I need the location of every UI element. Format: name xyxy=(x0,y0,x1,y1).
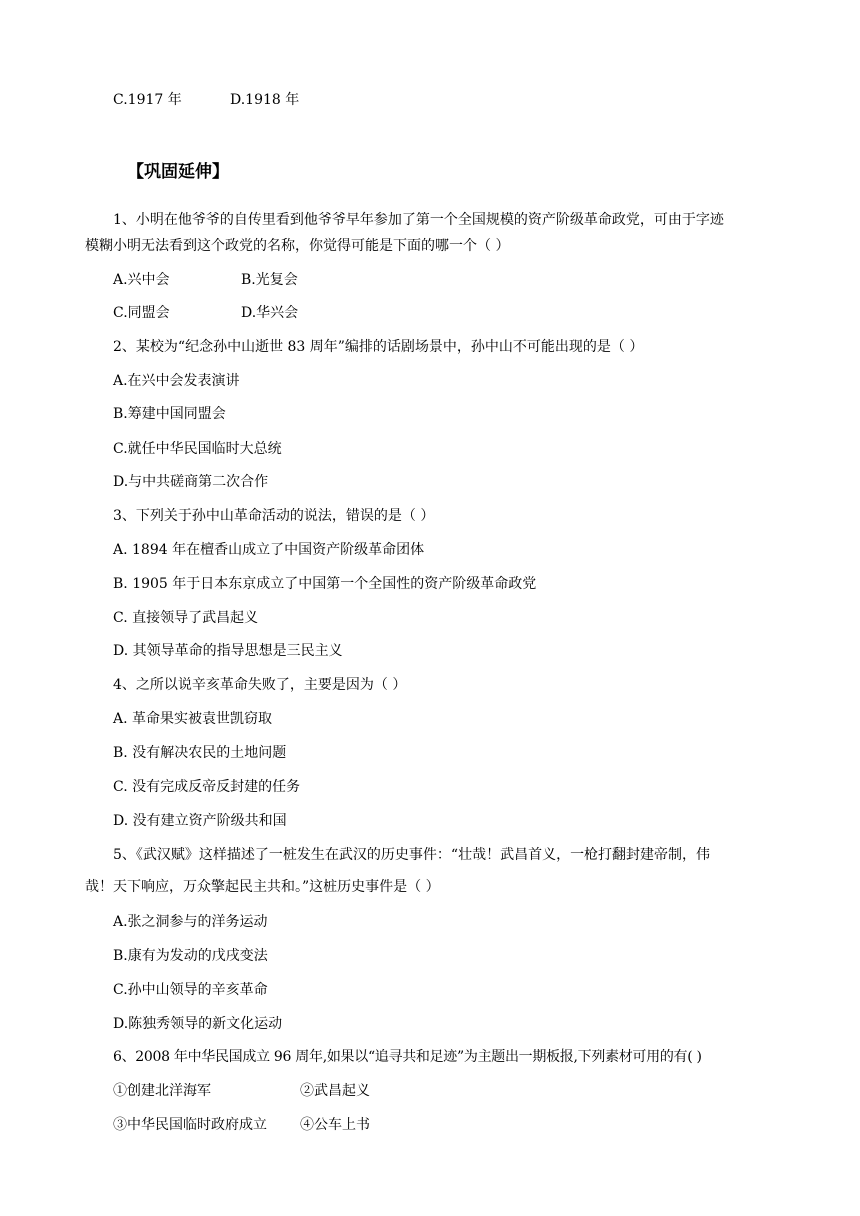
q2-option-b: B.筹建中国同盟会 xyxy=(113,406,226,422)
q1-option-c: C.同盟会 xyxy=(113,305,170,321)
q1-option-b: B.光复会 xyxy=(241,272,298,288)
q5-option-a: A.张之洞参与的洋务运动 xyxy=(113,914,268,930)
option-c: C.1917 年 xyxy=(113,92,182,108)
q6-option-4: ④公车上书 xyxy=(300,1117,370,1133)
q6-option-2: ②武昌起义 xyxy=(300,1083,370,1099)
q1-stem-line1: 1、小明在他爷爷的自传里看到他爷爷早年参加了第一个全国规模的资产阶级革命政党，可由于字迹 xyxy=(113,212,724,228)
q4-option-c: C. 没有完成反帝反封建的任务 xyxy=(113,779,301,795)
q6-option-3: ③中华民国临时政府成立 xyxy=(113,1117,267,1133)
q5-option-d: D.陈独秀领导的新文化运动 xyxy=(113,1016,283,1032)
q1-option-a: A.兴中会 xyxy=(113,272,170,288)
q2-option-c: C.就任中华民国临时大总统 xyxy=(113,441,282,457)
section-title: 【巩固延伸】 xyxy=(127,162,229,182)
options-row-cd-top xyxy=(113,90,299,110)
q3-option-d: D. 其领导革命的指导思想是三民主义 xyxy=(113,643,343,659)
q3-option-b: B. 1905 年于日本东京成立了中国第一个全国性的资产阶级革命政党 xyxy=(113,576,537,592)
q5-option-c: C.孙中山领导的辛亥革命 xyxy=(113,982,268,998)
q2-stem: 2、某校为“纪念孙中山逝世 83 周年”编排的话剧场景中，孙中山不可能出现的是（ ） xyxy=(113,339,644,355)
q3-option-c: C. 直接领导了武昌起义 xyxy=(113,610,259,626)
q5-option-b: B.康有为发动的戊戌变法 xyxy=(113,948,268,964)
q1-options-cd xyxy=(113,303,298,323)
q5-stem-line2: 哉！天下响应，万众擎起民主共和。”这桩历史事件是（ ） xyxy=(85,879,440,895)
q2-option-a: A.在兴中会发表演讲 xyxy=(113,373,240,389)
q3-option-a: A. 1894 年在檀香山成立了中国资产阶级革命团体 xyxy=(113,542,425,558)
q4-stem: 4、之所以说辛亥革命失败了，主要是因为（ ） xyxy=(113,677,407,693)
option-d: D.1918 年 xyxy=(230,92,300,108)
q6-options-34 xyxy=(113,1115,370,1135)
q6-options-12 xyxy=(113,1081,370,1101)
q6-option-1: ①创建北洋海军 xyxy=(113,1083,211,1099)
q4-option-d: D. 没有建立资产阶级共和国 xyxy=(113,813,287,829)
q2-option-d: D.与中共磋商第二次合作 xyxy=(113,474,269,490)
q6-stem: 6、2008 年中华民国成立 96 周年,如果以“追寻共和足迹”为主题出一期板报,下列素材可用的有( ) xyxy=(113,1049,702,1065)
q3-stem: 3、下列关于孙中山革命活动的说法，错误的是（ ） xyxy=(113,508,435,524)
q1-stem-line2: 模糊小明无法看到这个政党的名称，你觉得可能是下面的哪一个（ ） xyxy=(85,238,510,254)
q1-options-ab xyxy=(113,270,298,290)
q4-option-b: B. 没有解决农民的土地问题 xyxy=(113,745,287,761)
q5-stem-line1: 5、《武汉赋》这样描述了一桩发生在武汉的历史事件：“壮哉！武昌首义，一枪打翻封建帝制，伟 xyxy=(113,847,711,863)
q4-option-a: A. 革命果实被袁世凯窃取 xyxy=(113,711,273,727)
q1-option-d: D.华兴会 xyxy=(241,305,299,321)
